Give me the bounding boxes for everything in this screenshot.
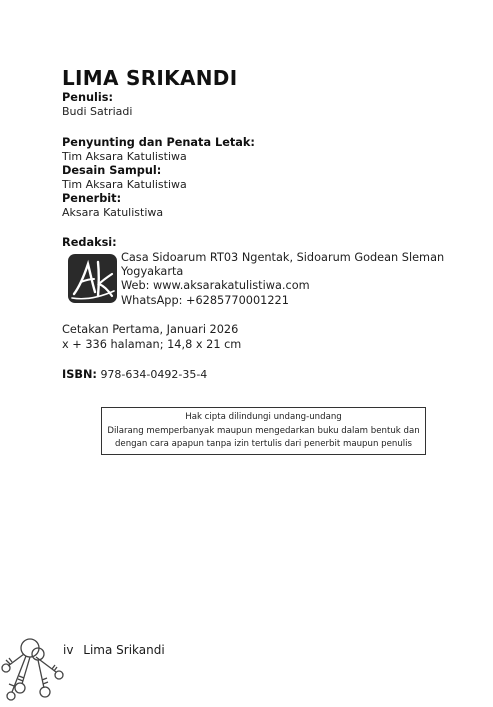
redaksi-label: Redaksi: [62,236,117,249]
page-footer [63,643,171,657]
aksara-katulistiwa-logo-icon [68,254,117,303]
website-text: Web: www.aksarakatulistiwa.com [121,279,310,293]
book-title: LIMA SRIKANDI [62,66,238,90]
redaksi-contact [121,251,444,308]
publisher-name: Aksara Katulistiwa [62,206,164,219]
notice-line-2: Dilarang memperbanyak maupun mengedarkan buku dalam bentuk dan [107,425,420,436]
editor-label: Penyunting dan Penata Letak: [62,136,255,149]
printing-info: Cetakan Pertama, Januari 2026 [62,323,239,336]
publisher-label: Penerbit: [62,192,122,205]
address-line-1: Casa Sidoarum RT03 Ngentak, Sidoarum Godean Sleman [121,251,445,264]
whatsapp-text: WhatsApp: +6285770001221 [121,293,289,307]
notice-line-1: Hak cipta dilindungi undang-undang [185,412,342,422]
running-title: Lima Srikandi [83,643,165,657]
cover-label: Desain Sampul: [62,164,162,177]
isbn-label: ISBN: [62,368,97,381]
author-label: Penulis: [62,91,114,104]
editor-name: Tim Aksara Katulistiwa [62,150,187,163]
editor-block [62,136,255,220]
cover-designer: Tim Aksara Katulistiwa [62,178,187,191]
copyright-notice-box [101,407,426,455]
isbn-value: 978-634-0492-35-4 [100,368,208,381]
pages-size-info: x + 336 halaman; 14,8 x 21 cm [62,337,242,351]
author-name: Budi Satriadi [62,105,133,118]
notice-line-3: dengan cara apapun tanpa izin tertulis dari penerbit maupun penulis [114,439,413,450]
page-number: iv [63,643,74,657]
keys-icon [0,632,64,703]
address-line-2: Yogyakarta [121,265,184,279]
edition-block [62,323,241,352]
author-block [62,91,132,119]
isbn-line [62,368,207,382]
